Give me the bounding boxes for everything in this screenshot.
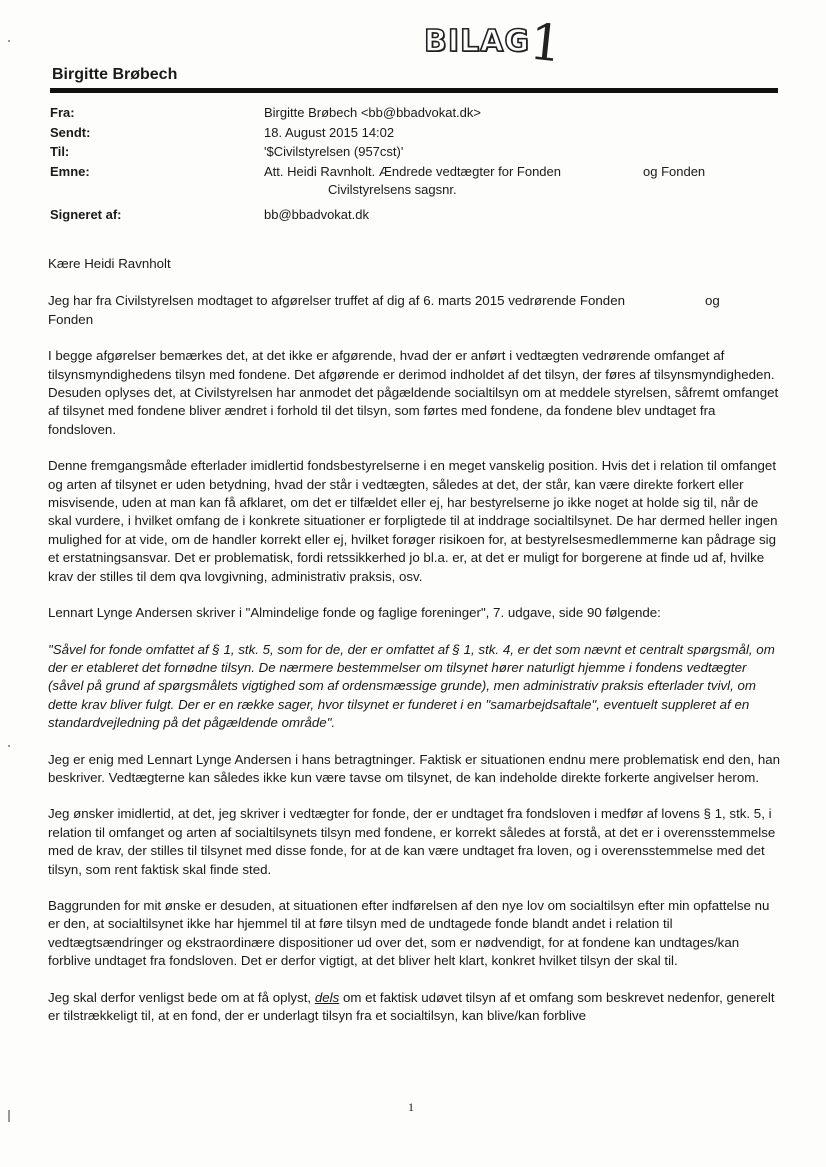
paragraph-2: I begge afgørelser bemærkes det, at det ikke er afgørende, hvad der er anført i vedtægten vedrørende omfanget af tilsynsmyndighedens tilsyn med fondene. Det afgørende er derimod indholdet af det tilsyn, der føres af tilsynsmyndigheden. Desuden oplyses det, at Civilstyrelsen har anmodet det pågældende socialtilsyn om at meddele styrelsen, såfremt omfanget af tilsynet med fondene bliver ændret i forhold til det tilsyn, som førtes med fondene, da fondene blev undtaget fra fondsloven. (48, 348, 779, 437)
paragraph-6: Jeg ønsker imidlertid, at det, jeg skriver i vedtægter for fonde, der er undtaget fra fondsloven i medfør af lovens § 1, stk. 5, i relation til omfanget og arten af socialtilsynets tilsyn med fondene, er korrekt således at forstå, at det er i overensstemmelse med de krav, der stilles til tilsynet med disse fonde, for at de kan være undtaget fra loven, og i overensstemmelse med det tilsyn, som rent faktisk skal finde sted. (48, 806, 776, 877)
letter-body (48, 255, 783, 1043)
header-value: bb@bbadvokat.dk (264, 206, 369, 222)
subject-line2: Civilstyrelsens sagsnr. (328, 181, 457, 197)
bilag-stamp: BILAG (424, 24, 530, 59)
subject-part2: og Fonden (643, 163, 706, 179)
header-divider (50, 88, 778, 93)
p8-text-b: om et faktisk udøvet tilsyn af et omfang som beskrevet nedenfor, generelt er tilstrækkeligt til, at en fond, der er underlagt tilsyn fra et socialtilsyn, kan blive/kan forblive (48, 989, 775, 1023)
p8-text-a: Jeg skal derfor venligst bede om at få oplyst, (48, 989, 312, 1005)
scan-mark (8, 745, 10, 747)
paragraph-1 (48, 292, 783, 329)
scan-mark (8, 40, 10, 42)
header-label: Signeret af: (50, 206, 122, 222)
quote-paragraph: "Såvel for fonde omfattet af § 1, stk. 5, som for de, der er omfattet af § 1, stk. 4, er det som nævnt et centralt spørgsmål, om der er etableret det fornødne tilsyn. De nærmere bestemmelser om tilsynet hører naturligt hjemme i fondens vedtægter (såvel på grund af spørgsmålets vigtighed som af ordensmæssige grunde), men administrativ praksis efterlader tvivl, om dette krav bliver fulgt. Der er en række sager, hvor tilsynet er funderet i en "samarbejdsaftale", eventuelt suppleret af en standardvejledning på det pågældende område". (48, 641, 775, 731)
header-label: Fra: (50, 105, 75, 120)
paragraph-4: Lennart Lynge Andersen skriver i "Almindelige fonde og faglige foreninger", 7. udgave, side 90 følgende: (48, 605, 661, 621)
p1-text: Jeg har fra Civilstyrelsen modtaget to afgørelser truffet af dig af 6. marts 2015 vedrørende Fonden (48, 293, 625, 309)
scan-mark (8, 1110, 10, 1122)
header-row-sent (50, 125, 790, 145)
paragraph-7: Baggrunden for mit ønske er desuden, at situationen efter indførelsen af den nye lov om socialtilsyn efter min opfattelse nu er den, at socialtilsynet ikke har hjemmel til at føre tilsyn med de undtagede fonde blandt andet i relation til vedtægtsændringer og ekstraordinære dispositioner ud over det, som er nødvendigt, for at fondene kan undtages/kan forblive undtaget fra fondsloven. Det er derfor vigtigt, at det bliver helt klart, konkret hvilket tilsyn der skal til. (48, 897, 770, 969)
sender-name: Birgitte Brøbech (52, 66, 178, 83)
header-value (264, 164, 705, 179)
email-header (50, 105, 790, 226)
p8-emphasis: dels (314, 989, 340, 1005)
header-value: '$Civilstyrelsen (957cst)' (264, 144, 404, 159)
header-value: Birgitte Brøbech <bb@bbadvokat.dk> (264, 105, 481, 120)
paragraph-3: Denne fremgangsmåde efterlader imidlertid fondsbestyrelserne i en meget vanskelig position. Hvis det i relation til omfanget og arten af tilsynet er uden betydning, hvad der står i vedtægten, således at det, der står, kan være direkte forkert eller misvisende, uden at man kan få afklaret, om det er tilfældet eller ej, har bestyrelserne jo ikke noget at holde sig til, når de skal vurdere, i hvilket omfang de i konkrete situationer er forpligtede til at inddrage socialtilsynet. De har dermed heller ingen mulighed for at vide, om de handler korrekt eller ej, hvilket forøger risikoen for, at bestyrelsesmedlemmerne kan pådrage sig et erstatningsansvar. Det er problematisk, fordi retssikkerhed jo bl.a. er, at det er muligt for borgerene at finde ud af, hvilke krav der stilles til dem qva lovgivning, administrativ praksis, osv. (48, 458, 778, 584)
header-label: Emne: (50, 163, 90, 179)
header-label: Sendt: (50, 124, 91, 140)
header-row-signed (50, 207, 790, 227)
paragraph-8 (48, 989, 783, 1026)
header-value: 18. August 2015 14:02 (264, 124, 395, 140)
header-row-subject (50, 164, 790, 203)
header-row-to (50, 144, 790, 164)
paragraph-5: Jeg er enig med Lennart Lynge Andersen i hans betragtninger. Faktisk er situationen endnu mere problematisk end den, han beskriver. Vedtægterne kan således ikke kun være tavse om tilsynet, de kan indeholde direkte forkerte angivelser herom. (48, 751, 781, 785)
greeting: Kære Heidi Ravnholt (48, 256, 171, 271)
page-number: 1 (408, 1100, 414, 1114)
bilag-handwritten-number: 1 (527, 12, 565, 74)
p1-og: og (704, 293, 720, 309)
header-row-from (50, 105, 790, 125)
subject-part1: Att. Heidi Ravnholt. Ændrede vedtægter for Fonden (264, 163, 561, 179)
header-label: Til: (50, 144, 70, 159)
p1-fonden: Fonden (48, 311, 94, 327)
